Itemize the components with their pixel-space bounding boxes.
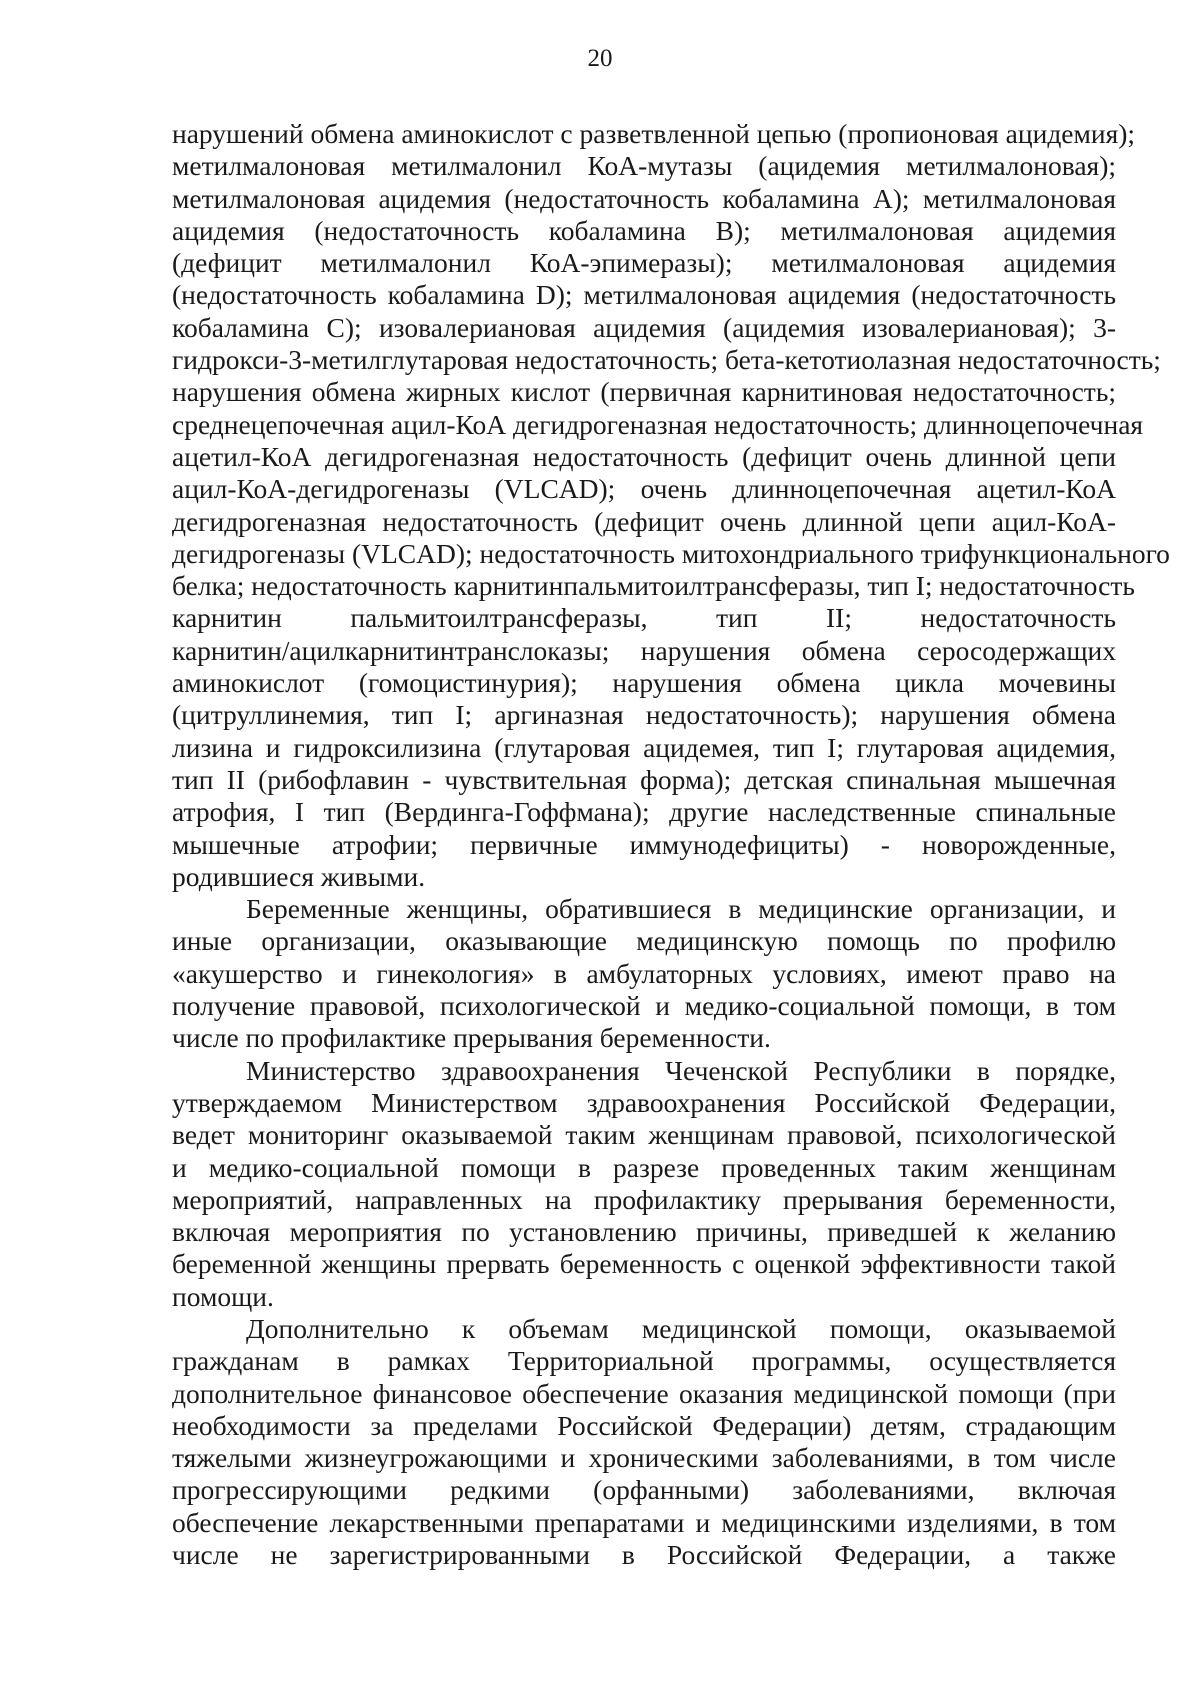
text-line: аминокислот (гомоцистинурия); нарушения обмена цикла мочевины	[172, 667, 1116, 699]
text-line: числе по профилактике прерывания беременности.	[172, 1022, 771, 1054]
text-line: (цитруллинемия, тип I; аргиназная недостаточность); нарушения обмена	[172, 699, 1116, 731]
text-line: атрофия, I тип (Вердинга-Гоффмана); другие наследственные спинальные	[172, 796, 1116, 828]
text-line: лизина и гидроксилизина (глутаровая ацидемея, тип I; глутаровая ацидемия,	[172, 731, 1116, 763]
text-line: мероприятий, направленных на профилактику прерывания беременности,	[172, 1183, 1116, 1215]
text-line: получение правовой, психологической и медико-социальной помощи, в том	[172, 990, 1116, 1022]
text-line: утверждаемом Министерством здравоохранения Российской Федерации,	[172, 1086, 1116, 1118]
document-body	[172, 118, 1170, 1571]
text-line: дополнительное финансовое обеспечение оказания медицинской помощи (при	[172, 1377, 1116, 1409]
text-line: среднецепочечная ацил-КоА дегидрогеназная недостаточность; длинноцепочечная	[172, 408, 1144, 440]
text-line: тяжелыми жизнеугрожающими и хроническими заболеваниями, в том числе	[172, 1442, 1116, 1474]
text-line: (недостаточность кобаламина D); метилмалоновая ацидемия (недостаточность	[172, 279, 1116, 311]
text-line: ацетил-КоА дегидрогеназная недостаточность (дефицит очень длинной цепи	[172, 440, 1116, 472]
text-line: иные организации, оказывающие медицинскую помощь по профилю	[172, 925, 1116, 957]
text-line: беременной женщины прервать беременность с оценкой эффективности такой	[172, 1248, 1116, 1280]
paragraph-3	[172, 1055, 1116, 1313]
text-line: карнитин пальмитоилтрансферазы, тип II; недостаточность	[172, 602, 1116, 634]
text-line: мышечные атрофии; первичные иммунодефициты) - новорожденные,	[172, 828, 1116, 860]
text-line: нарушений обмена аминокислот с разветвленной цепью (пропионовая ацидемия);	[172, 118, 1136, 149]
text-line: числе не зарегистрированными в Российской Федерации, а также	[172, 1539, 1116, 1571]
text-line: гидрокси-3-метилглутаровая недостаточность; бета-кетотиолазная недостаточность;	[172, 344, 1161, 376]
text-line: (дефицит метилмалонил КоА-эпимеразы); метилмалоновая ацидемия	[172, 247, 1116, 279]
paragraph-2	[172, 893, 1116, 1054]
text-line: ацил-КоА-дегидрогеназы (VLCAD); очень длинноцепочечная ацетил-КоА	[172, 473, 1116, 505]
text-line: дегидрогеназная недостаточность (дефицит очень длинной цепи ацил-КоА-	[172, 505, 1116, 537]
text-line: и медико-социальной помощи в разрезе проведенных таким женщинам	[172, 1151, 1116, 1183]
text-line: включая мероприятия по установлению причины, приведшей к желанию	[172, 1216, 1116, 1248]
text-line: Министерство здравоохранения Чеченской Республики в порядке,	[246, 1054, 1116, 1086]
text-line: метилмалоновая ацидемия (недостаточность кобаламина А); метилмалоновая	[172, 182, 1116, 214]
page-number: 20	[587, 45, 613, 72]
text-line: обеспечение лекарственными препаратами и медицинскими изделиями, в том	[172, 1506, 1116, 1538]
text-line: тип II (рибофлавин - чувствительная форма); детская спинальная мышечная	[172, 763, 1116, 795]
text-line: ведет мониторинг оказываемой таким женщинам правовой, психологической	[172, 1119, 1116, 1151]
text-line: белка; недостаточность карнитинпальмитоилтрансферазы, тип I; недостаточность	[172, 570, 1135, 602]
text-line: кобаламина С); изовалериановая ацидемия (ацидемия изовалериановая); 3-	[172, 311, 1116, 343]
text-line: дегидрогеназы (VLCAD); недостаточность митохондриального трифункционального	[172, 537, 1170, 569]
text-line: Беременные женщины, обратившиеся в медицинские организации, и	[246, 893, 1116, 925]
text-line: «акушерство и гинекология» в амбулаторных условиях, имеют право на	[172, 957, 1116, 989]
text-line: ацидемия (недостаточность кобаламина В); метилмалоновая ацидемия	[172, 214, 1116, 246]
paragraph-4	[172, 1313, 1116, 1571]
text-line: нарушения обмена жирных кислот (первичная карнитиновая недостаточность;	[172, 376, 1116, 408]
text-line: метилмалоновая метилмалонил КоА-мутазы (ацидемия метилмалоновая);	[172, 150, 1116, 182]
text-line: карнитин/ацилкарнитинтранслоказы; нарушения обмена серосодержащих	[172, 634, 1116, 666]
paragraph-1	[172, 118, 1170, 893]
text-line: помощи.	[172, 1280, 274, 1312]
text-line: Дополнительно к объемам медицинской помощи, оказываемой	[246, 1312, 1116, 1344]
text-line: гражданам в рамках Территориальной программы, осуществляется	[172, 1345, 1116, 1377]
text-line: родившиеся живыми.	[172, 860, 426, 892]
text-line: прогрессирующими редкими (орфанными) заболеваниями, включая	[172, 1474, 1116, 1506]
text-line: необходимости за пределами Российской Федерации) детям, страдающим	[172, 1409, 1116, 1441]
